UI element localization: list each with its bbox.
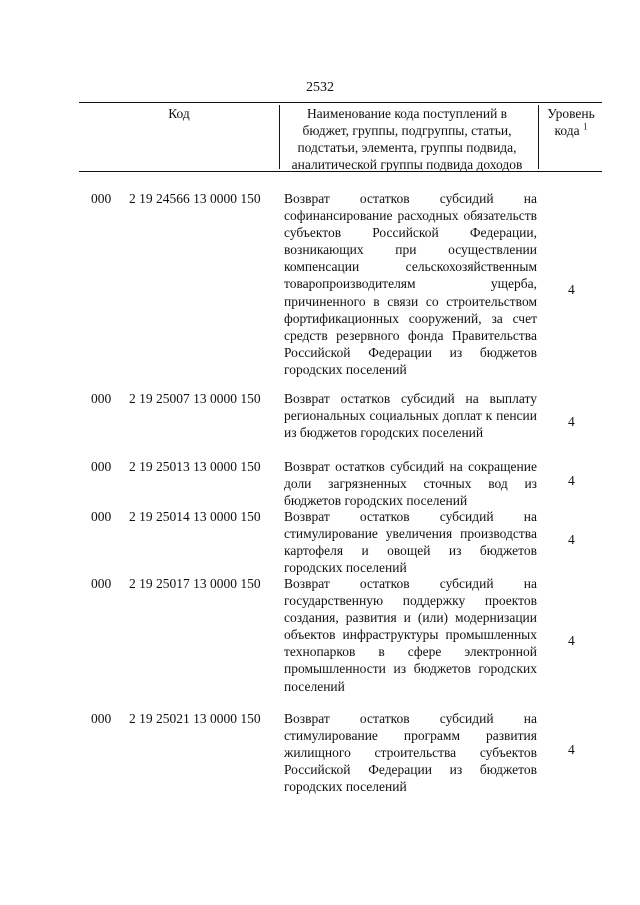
header-level-line: кода $^1$ bbox=[554, 121, 588, 138]
row-name: Возврат остатков субсидий на стимулирование увеличения производства картофеля и овощей из бюджетов городских поселений bbox=[284, 509, 537, 576]
row-level: 4 bbox=[568, 633, 575, 648]
table-header bbox=[79, 102, 602, 172]
row-code: 2 19 25007 13 0000 150 bbox=[129, 391, 261, 406]
header-level-line: Уровень bbox=[547, 106, 595, 121]
header-name-line: Наименование кода поступлений в bbox=[306, 106, 508, 121]
row-level: 4 bbox=[568, 473, 575, 488]
row-name: Возврат остатков субсидий на софинансирование расходных обязательств субъектов Российской Федерации, возникающих при осуществлении компенсации сельскохозяйственным товаропроизводителям ущерба, причиненного в связи со строительством фортификационных сооружений, за счет средств резервного фонда Правительства Российской Федерации из бюджетов городских поселений bbox=[284, 191, 537, 377]
row-prefix: 000 bbox=[91, 191, 112, 206]
row-prefix: 000 bbox=[91, 576, 112, 591]
header-name-line: бюджет, группы, подгруппы, статьи, bbox=[302, 123, 512, 138]
row-prefix: 000 bbox=[91, 459, 112, 474]
row-prefix: 000 bbox=[91, 711, 112, 726]
row-name: Возврат остатков субсидий на стимулирование программ развития жилищного строительства субъектов Российской Федерации из бюджетов городских поселений bbox=[284, 711, 537, 795]
row-code: 2 19 25014 13 0000 150 bbox=[129, 509, 261, 524]
row-prefix: 000 bbox=[91, 509, 112, 524]
row-level: 4 bbox=[568, 414, 575, 429]
header-name-line: подстатьи, элемента, группы подвида, bbox=[297, 140, 517, 155]
row-code: 2 19 25021 13 0000 150 bbox=[129, 711, 261, 726]
row-code: 2 19 25013 13 0000 150 bbox=[129, 459, 261, 474]
row-code: 2 19 25017 13 0000 150 bbox=[129, 576, 261, 591]
row-name: Возврат остатков субсидий на выплату региональных социальных доплат к пенсии из бюджетов городских поселений bbox=[284, 391, 537, 441]
footnote-marker: 1 bbox=[582, 121, 588, 132]
row-level: 4 bbox=[568, 742, 575, 757]
row-level: 4 bbox=[568, 532, 575, 547]
row-name: Возврат остатков субсидий на сокращение доли загрязненных сточных вод из бюджетов городских поселений bbox=[284, 459, 537, 509]
header-level bbox=[538, 105, 603, 169]
page-number: 2532 bbox=[306, 80, 334, 95]
header-name-line: аналитической группы подвида доходов bbox=[291, 157, 523, 172]
row-code: 2 19 24566 13 0000 150 bbox=[129, 191, 261, 206]
header-code: Код bbox=[79, 105, 280, 169]
row-level: 4 bbox=[568, 282, 575, 297]
row-name: Возврат остатков субсидий на государственную поддержку проектов создания, развития и (или) модернизации объектов инфраструктуры промышленных технопарков в сфере электронной промышленности из бюджетов городских поселений bbox=[284, 576, 537, 694]
row-prefix: 000 bbox=[91, 391, 112, 406]
